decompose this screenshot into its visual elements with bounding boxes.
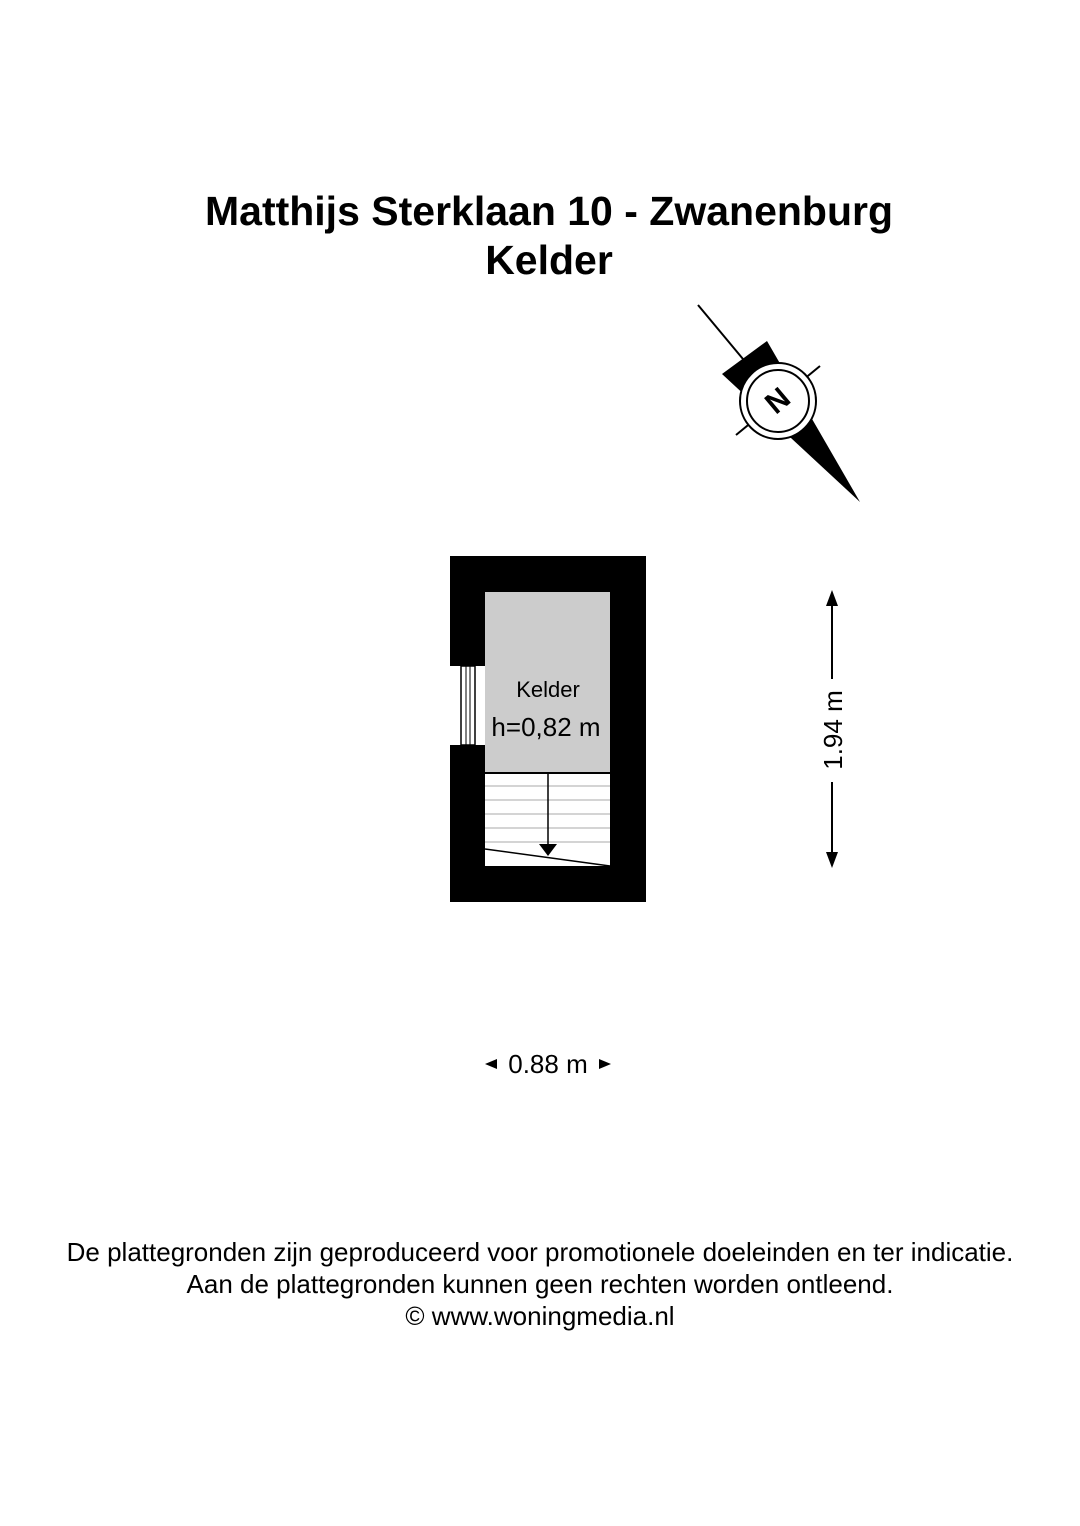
plan-title-floor: Kelder bbox=[485, 237, 613, 283]
disclaimer-line-2: Aan de plattegronden kunnen geen rechten worden ontleend. bbox=[186, 1269, 894, 1299]
copyright-line: © www.woningmedia.nl bbox=[405, 1301, 675, 1331]
room-height-label: h=0,82 m bbox=[491, 712, 601, 742]
arrow-left-icon bbox=[485, 1059, 497, 1069]
disclaimer-line-1: De plattegronden zijn geproduceerd voor promotionele doeleinden en ter indicatie. bbox=[66, 1237, 1014, 1267]
height-dimension bbox=[818, 590, 848, 868]
room-name-label: Kelder bbox=[516, 677, 580, 702]
north-arrow-icon bbox=[698, 305, 860, 502]
arrow-down-icon bbox=[826, 852, 838, 868]
arrow-up-icon bbox=[826, 590, 838, 606]
arrow-right-icon bbox=[599, 1059, 611, 1069]
compass-north-label: N bbox=[759, 381, 797, 421]
height-dimension-label: 1.94 m bbox=[818, 690, 848, 770]
plan-title-address: Matthijs Sterklaan 10 - Zwanenburg bbox=[204, 188, 894, 234]
window bbox=[461, 666, 475, 745]
width-dimension bbox=[485, 1049, 611, 1079]
width-dimension-label: 0.88 m bbox=[508, 1049, 588, 1079]
